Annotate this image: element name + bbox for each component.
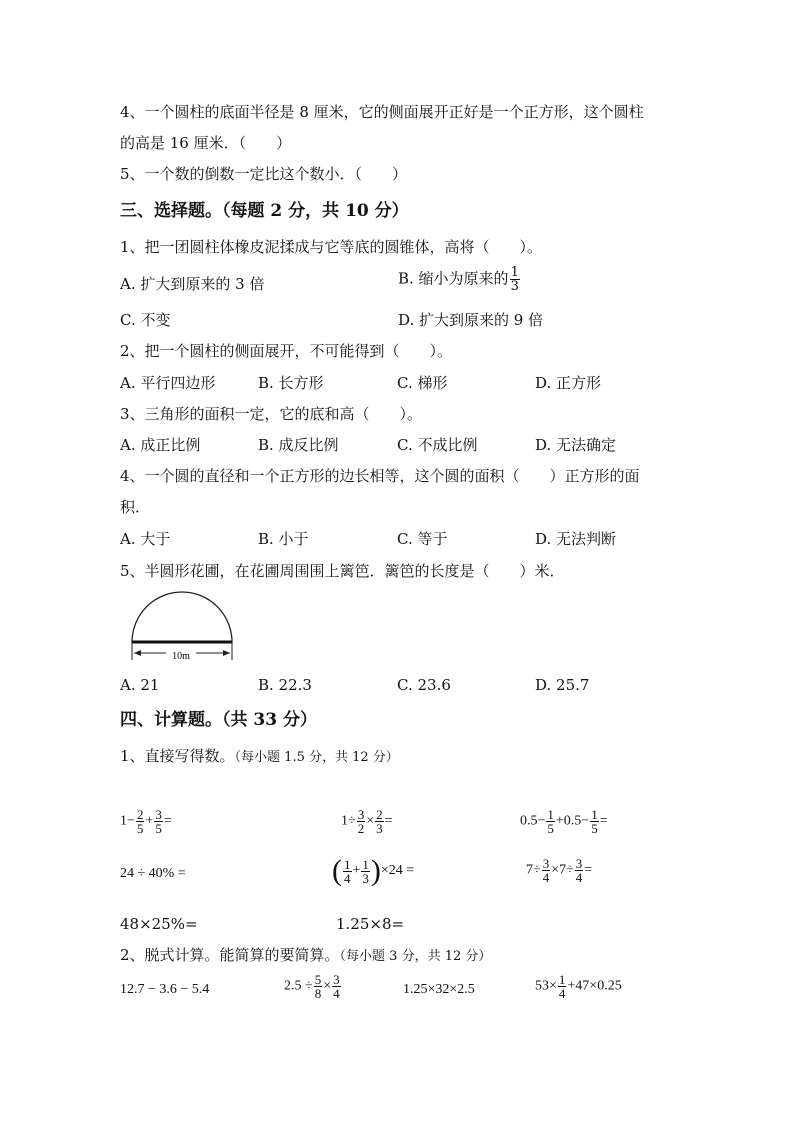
s4-q1-text: 1、直接写得数。 xyxy=(120,747,235,765)
s4-q1 xyxy=(120,746,399,768)
s3-q5-option-a: A. 21 xyxy=(120,676,160,694)
judge-q4-line2: 的高是 16 厘米．（ ） xyxy=(120,134,292,152)
s3-q3-option-a: A. 成正比例 xyxy=(120,436,201,454)
section3-title: 三、选择题。（每题 2 分，共 10 分） xyxy=(120,201,409,221)
calc-expr-5: ( $\frac{1}{4}$ + $\frac{1}{3}$ )×24 = xyxy=(332,854,415,887)
s4-q1-note: （每小题 1.5 分，共 12 分） xyxy=(234,750,399,765)
step-expr-3: 1.25×32×2.5 xyxy=(403,982,475,997)
s3-q3: 3、三角形的面积一定，它的底和高（ ）。 xyxy=(120,405,423,423)
calc-expr-6: 7÷ $\frac{3}{4}$ ×7÷ $\frac{3}{4}$ = xyxy=(526,856,593,885)
s3-q4-option-a: A. 大于 xyxy=(120,530,171,548)
judge-q4-line1: 4、一个圆柱的底面半径是 8 厘米，它的侧面展开正好是一个正方形，这个圆柱 xyxy=(120,103,644,121)
s3-q2-option-c: C. 梯形 xyxy=(397,374,448,392)
s3-q3-option-d: D. 无法确定 xyxy=(535,436,617,454)
s3-q5-option-c: C. 23.6 xyxy=(397,676,451,694)
calc-expr-3: 0.5− $\frac{1}{5}$ +0.5− $\frac{1}{5}$ = xyxy=(520,807,608,836)
s3-q3-option-b: B. 成反比例 xyxy=(258,436,339,454)
s3-q2: 2、把一个圆柱的侧面展开，不可能得到（ ）。 xyxy=(120,342,453,360)
calc-expr-1: 1− $\frac{2}{5}$ + $\frac{3}{5}$ = xyxy=(120,807,172,836)
s4-q2-note: （每小题 3 分，共 12 分） xyxy=(339,949,492,964)
s3-q4-option-b: B. 小于 xyxy=(258,530,309,548)
s3-q1-option-a: A. 扩大到原来的 3 倍 xyxy=(120,275,265,293)
s3-q4-line2: 积． xyxy=(120,498,151,516)
calc-expr-7: 48×25%= xyxy=(120,915,198,933)
step-expr-1: 12.7 − 3.6 − 5.4 xyxy=(120,982,210,997)
semicircle-figure xyxy=(124,588,240,670)
s3-q1-option-b-fraction: $\frac{1}{3}$ xyxy=(510,265,519,294)
step-expr-2: 2.5 ÷ $\frac{5}{8}$ × $\frac{3}{4}$ xyxy=(284,972,340,1001)
figure-length-label: 10m xyxy=(172,651,190,662)
section4-title: 四、计算题。（共 33 分） xyxy=(120,710,317,730)
calc-expr-2: 1÷ $\frac{3}{2}$ × $\frac{2}{3}$ = xyxy=(341,807,393,836)
s3-q4-option-c: C. 等于 xyxy=(397,530,448,548)
s4-q2-text: 2、脱式计算。能简算的要简算。 xyxy=(120,946,340,964)
judge-q5: 5、一个数的倒数一定比这个数小．（ ） xyxy=(120,165,408,183)
s3-q4-option-d: D. 无法判断 xyxy=(535,530,617,548)
s3-q3-option-c: C. 不成比例 xyxy=(397,436,478,454)
s3-q1-option-c: C. 不变 xyxy=(120,311,171,329)
s3-q2-option-d: D. 正方形 xyxy=(535,374,602,392)
s3-q1-option-d: D. 扩大到原来的 9 倍 xyxy=(398,311,544,329)
s3-q4-line1: 4、一个圆的直径和一个正方形的边长相等，这个圆的面积（ ）正方形的面 xyxy=(120,467,640,485)
step-expr-4: 53× $\frac{1}{4}$ +47×0.25 xyxy=(535,972,622,1001)
s3-q5-option-d: D. 25.7 xyxy=(535,676,590,694)
s3-q1: 1、把一团圆柱体橡皮泥揉成与它等底的圆锥体，高将（ ）。 xyxy=(120,238,543,256)
calc-expr-4: 24 ÷ 40% = xyxy=(120,866,186,881)
s3-q5-option-b: B. 22.3 xyxy=(258,676,312,694)
s3-q2-option-a: A. 平行四边形 xyxy=(120,374,216,392)
s3-q1-option-b-text: B. 缩小为原来的 xyxy=(398,269,509,288)
s4-q2 xyxy=(120,945,491,967)
calc-expr-8: 1.25×8= xyxy=(336,915,405,933)
s3-q2-option-b: B. 长方形 xyxy=(258,374,324,392)
s3-q1-option-b xyxy=(398,266,521,293)
s3-q5: 5、半圆形花圃，在花圃周围围上篱笆．篱笆的长度是（ ）米． xyxy=(120,562,565,580)
